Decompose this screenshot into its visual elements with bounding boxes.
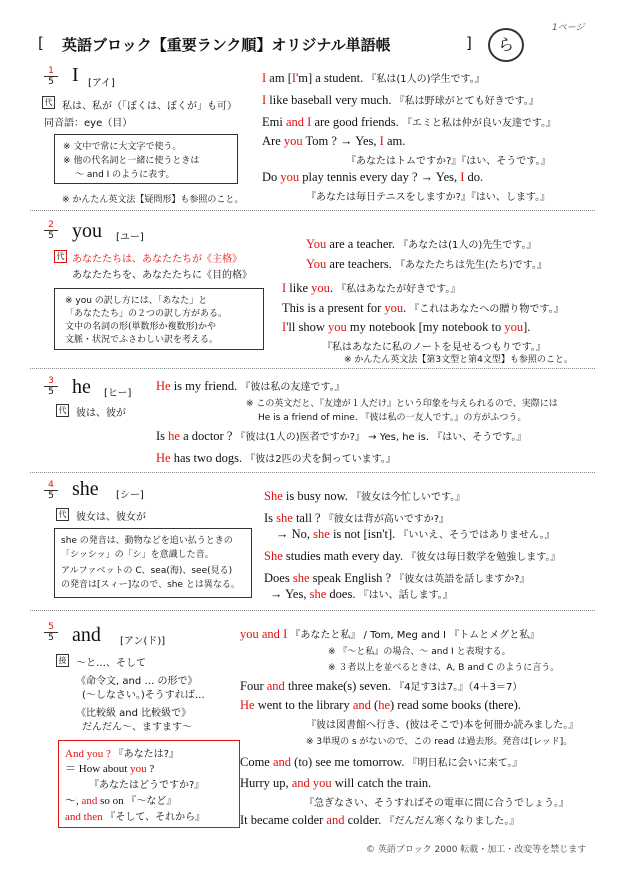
example-translation: 『あなたは毎日テニスをしますか?』『はい、します。』 (306, 192, 551, 203)
example-sentence: I am [I'm] a student. 『私は(1人の)学生です。』 (262, 71, 485, 85)
headword: and (72, 624, 101, 646)
example-sentence: → Yes, she does. 『はい、話します。』 (270, 587, 453, 601)
entry-number: 3 5 (44, 376, 58, 397)
example-sentence: She studies math every day. 『彼女は毎日数学を勉強します。』 (264, 549, 561, 563)
example-sentence: You are teachers. 『あなたたちは先生(たち)です。』 (306, 257, 547, 271)
headword: he (72, 376, 91, 398)
example-sentence: It became colder and colder. 『だんだん寒くなりました。』 (240, 813, 520, 827)
divider (30, 368, 595, 369)
reference-note: ※ かんたん英文法【疑問形】も参照のこと。 (62, 195, 244, 205)
entry-number: 1 5 (44, 66, 58, 87)
example-sentence: This is a present for you. 『これはあなたへの贈り物です。』 (282, 301, 564, 315)
reading: [アイ] (88, 78, 115, 89)
meaning: 彼は、彼が (76, 408, 126, 419)
note-text: ※ 3単現の s がないので、この read は過去形。発音は[レッド]。 (306, 737, 573, 747)
reading: [ユー] (116, 232, 144, 243)
example-sentence: I'll show you my notebook [my notebook to you]. (282, 320, 531, 334)
meaning: 彼女は、彼女が (76, 512, 146, 523)
example-sentence: Emi and I are good friends. 『エミと私は仲が良い友達です。』 (262, 115, 557, 129)
note-box: ※ you の訳し方には、「あなた」と 「あなたたち」の２つの訳し方がある。 文中の名詞の形(単数形か複数形)かや 文脈・状況でふさわしい訳を考える。 (54, 288, 264, 350)
usage-note: 《比較級 and 比較級で》 (76, 708, 192, 719)
reading: [シー] (116, 490, 144, 501)
example-sentence: Are you Tom ? → Yes, I am. (262, 134, 406, 148)
reading: [アン(ド)] (120, 636, 166, 647)
example-sentence: you and I 『あなたと私』 / Tom, Meg and I 『トムとメグと私』 (240, 627, 540, 641)
meaning: あなたたちを、あなたたちに《目的格》 (72, 270, 252, 281)
usage-note: (～しなさい。)そうすれば… (82, 690, 205, 701)
page-label: 1ページ (552, 23, 585, 33)
example-sentence: He has two dogs. 『彼は2匹の犬を飼っています。』 (156, 451, 396, 465)
part-of-speech-badge: 代 (56, 404, 69, 417)
example-sentence: I like baseball very much. 『私は野球がとても好きです。』 (262, 93, 539, 107)
note-text: He is a friend of mine. 『彼は私の一友人です。』の方がふつう。 (258, 413, 527, 423)
example-sentence: Does she speak English ? 『彼女は英語を話しますか?』 (264, 571, 530, 585)
note-box: she の発音は、動物などを追い払うときの 「シッシッ」の「シ」を意識した音。 アルファベットの C、sea(海)、see(見る) の発音は[スィー]なので、she とは異なる。 (54, 528, 252, 598)
copyright: © 英語ブロック 2000 転載・加工・改変等を禁じます (366, 845, 587, 855)
example-translation: 『あなたはトムですか?』『はい、そうです。』 (346, 156, 551, 167)
example-sentence: Hurry up, and you will catch the train. (240, 776, 432, 790)
meaning: ～と…、そして (76, 658, 146, 669)
example-sentence: Four and three make(s) seven. 『4足す3は7。』（4＋3＝7） (240, 679, 523, 693)
divider (30, 472, 595, 473)
divider (30, 210, 595, 211)
example-translation: 『彼は図書館へ行き、(彼はそこで)本を何冊か読みました。』 (306, 720, 579, 731)
related-word: 同音語：eye（目） (44, 118, 133, 129)
entry-number: 2 5 (44, 220, 58, 241)
header-bracket-open: [ (38, 34, 44, 52)
headword: you (72, 220, 102, 242)
example-sentence: She is busy now. 『彼女は今忙しいです。』 (264, 489, 466, 503)
reference-note: ※ かんたん英文法【第3文型と第4文型】も参照のこと。 (344, 355, 573, 365)
example-sentence: He is my friend. 『彼は私の友達です。』 (156, 379, 345, 393)
example-sentence: You are a teacher. 『あなたは(1人の)先生です。』 (306, 237, 537, 251)
entry-number: 4 5 (44, 480, 58, 501)
note-text: ※ 『～と私』の場合、～ and I と表現する。 (328, 647, 511, 657)
part-of-speech-badge: 代 (56, 508, 69, 521)
meaning: 私は、私が（「ぼくは、ぼくが」も可） (62, 101, 237, 112)
divider (30, 610, 595, 611)
note-text: ※ ３者以上を並べるときは、A, B and C のように言う。 (328, 663, 560, 673)
usage-note: だんだん～、ますます～ (82, 722, 192, 733)
example-sentence: Is he a doctor ? 『彼は(1人の)医者ですか?』 → Yes, he is. 『はい、そうです。』 (156, 429, 527, 443)
example-sentence: → No, she is not [isn't]. 『いいえ、そうではありません。』 (276, 527, 555, 541)
entry-number: 5 5 (44, 622, 58, 643)
example-translation: 『急ぎなさい、そうすればその電車に間に合うでしょう。』 (304, 798, 569, 809)
example-sentence: Is she tall ? 『彼女は背が高いですか?』 (264, 511, 450, 525)
phrase-box: And you ? 『あなたは?』 ＝ How about you ? 『あなたはどうですか?』 ～, and so on 『～など』 and then 『そして、それから』 (58, 740, 240, 828)
page-title: 英語ブロック【重要ランク順】オリジナル単語帳 (62, 36, 391, 54)
example-translation: 『私はあなたに私のノートを見せるつもりです。』 (322, 342, 546, 353)
headword: she (72, 478, 99, 500)
reading: [ヒー] (104, 388, 132, 399)
part-of-speech-badge: 代 (54, 250, 67, 263)
part-of-speech-badge: 代 (42, 96, 55, 109)
example-sentence: Do you play tennis every day ? → Yes, I do. (262, 170, 484, 184)
note-text: ※ この英文だと、『友達が１人だけ』という印象を与えられるので、実際には (246, 399, 558, 409)
note-box: ※ 文中で常に大文字で使う。 ※ 他の代名詞と一緒に使うときは ～ and I のように表す。 (54, 134, 238, 184)
part-of-speech-badge: 接 (56, 654, 69, 667)
example-sentence: I like you. 『私はあなたが好きです。』 (282, 281, 461, 295)
meaning: あなたたちは、あなたたちが《主格》 (72, 254, 242, 265)
example-sentence: Come and (to) see me tomorrow. 『明日私に会いに来て。』 (240, 755, 523, 769)
headword: I (72, 64, 79, 86)
example-sentence: He went to the library and (he) read some books (there). (240, 698, 521, 712)
logo-icon: ら (488, 28, 524, 62)
usage-note: 《命令文, and … の形で》 (76, 676, 198, 687)
header-bracket-close: ] (466, 34, 472, 52)
